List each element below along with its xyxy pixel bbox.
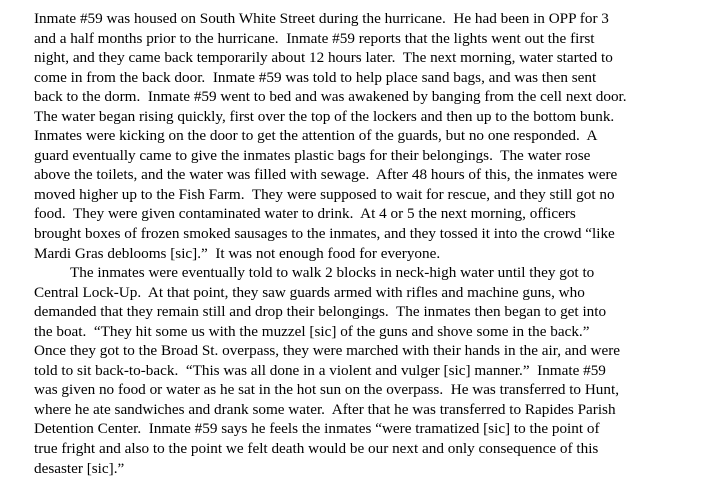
text-line: the boat. “They hit some us with the muzzel [sic] of the guns and shove some in the back.” [34,322,590,340]
text-line: true fright and also to the point we felt death would be our next and only consequence of this [34,440,599,458]
text-line: and a half months prior to the hurricane. Inmate #59 reports that the lights went out the first [34,29,595,47]
text-line: Mardi Gras deblooms [sic].” It was not enough food for everyone. [34,244,441,262]
document-body [34,9,694,478]
text-line: Once they got to the Broad St. overpass, they were marched with their hands in the air, and were [34,342,621,360]
text-line: night, and they came back temporarily about 12 hours later. The next morning, water started to [34,49,613,67]
text-line: Inmates were kicking on the door to get the attention of the guards, but no one responded. A [34,127,598,145]
text-line: Inmate #59 was housed on South White Street during the hurricane. He had been in OPP for 3 [34,10,609,27]
text-line: told to sit back-to-back. “This was all done in a violent and vulger [sic] manner.” Inmate #59 [34,361,606,379]
text-line: demanded that they remain still and drop their belongings. The inmates then began to get into [34,303,607,321]
text-line: above the toilets, and the water was filled with sewage. After 48 hours of this, the inmates were [34,166,618,184]
paragraph-1 [34,9,694,263]
text-line: where he ate sandwiches and drank some water. After that he was transferred to Rapides Parish [34,400,616,418]
text-line: The water began rising quickly, first over the top of the lockers and then up to the bottom bunk. [34,107,615,125]
text-line: The inmates were eventually told to walk 2 blocks in neck-high water until they got to [70,264,595,282]
text-line: come in from the back door. Inmate #59 was told to help place sand bags, and was then sent [34,68,597,86]
text-line: brought boxes of frozen smoked sausages to the inmates, and they tossed it into the crowd “like [34,225,615,243]
text-line: back to the dorm. Inmate #59 went to bed and was awakened by banging from the cell next door. [34,88,627,106]
text-line: food. They were given contaminated water to drink. At 4 or 5 the next morning, officers [34,205,576,223]
text-line: moved higher up to the Fish Farm. They were supposed to wait for rescue, and they still got no [34,185,615,203]
paragraph-2 [34,263,694,478]
text-line: desaster [sic].” [34,459,125,477]
text-line: Detention Center. Inmate #59 says he feels the inmates “were tramatized [sic] to the point of [34,420,600,438]
text-line: Central Lock-Up. At that point, they saw guards armed with rifles and machine guns, who [34,283,585,301]
text-line: was given no food or water as he sat in the hot sun on the overpass. He was transferred to Hunt, [34,381,619,399]
text-line: guard eventually came to give the inmates plastic bags for their belongings. The water rose [34,146,591,164]
